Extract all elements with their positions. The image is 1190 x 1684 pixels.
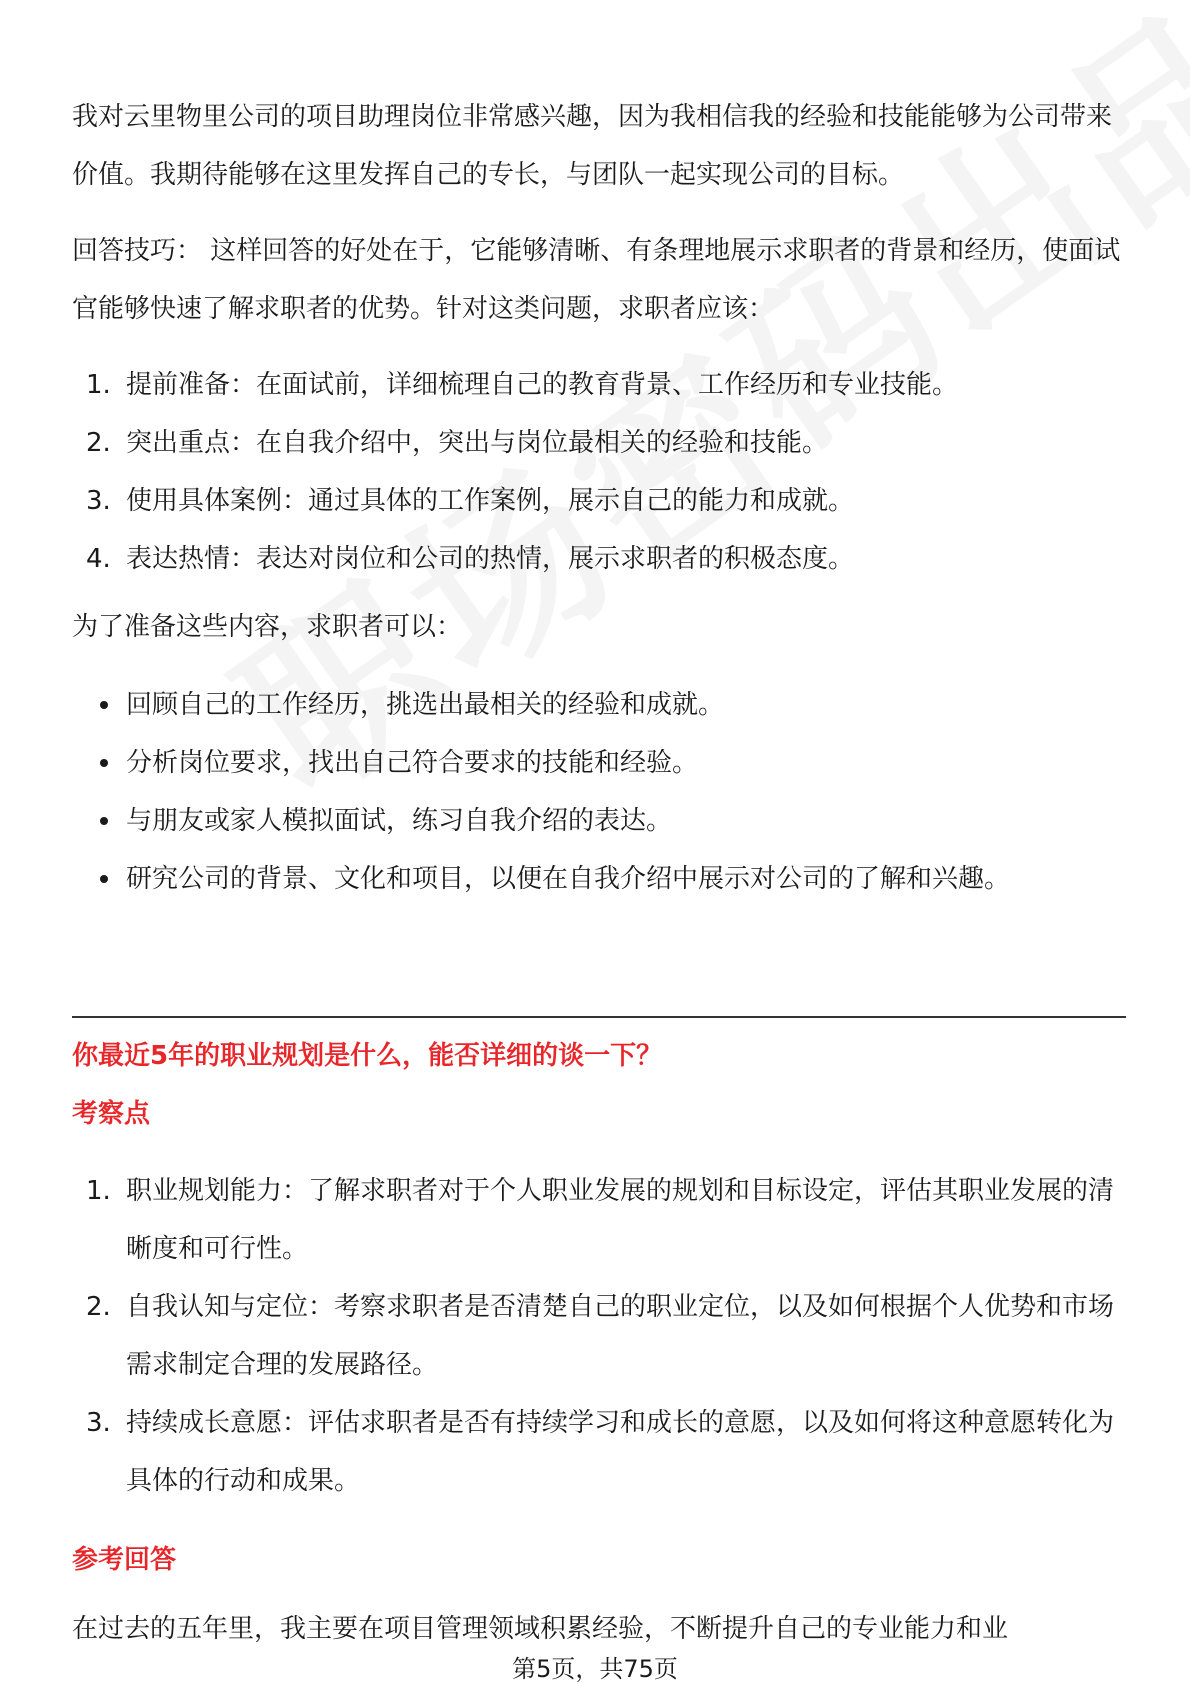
list-item bbox=[0, 414, 1190, 472]
list-item bbox=[0, 1394, 1190, 1510]
list-item bbox=[0, 792, 1190, 850]
list-text: 突出重点：在自我介绍中，突出与岗位最相关的经验和技能。 bbox=[126, 428, 829, 458]
intro-paragraph: 我对云里物里公司的项目助理岗位非常感兴趣，因为我相信我的经验和技能能够为公司带来价值。我期待能够在这里发挥自己的专长，与团队一起实现公司的目标。 bbox=[72, 102, 1113, 190]
bullet-icon bbox=[100, 759, 108, 767]
list-number: 2. bbox=[86, 1292, 111, 1322]
list-number: 1. bbox=[86, 1176, 111, 1206]
bullet-icon bbox=[100, 875, 108, 883]
prep-intro: 为了准备这些内容，求职者可以： bbox=[72, 612, 463, 642]
list-item bbox=[0, 356, 1190, 414]
tip-paragraph: 回答技巧： 这样回答的好处在于，它能够清晰、有条理地展示求职者的背景和经历，使面试官能够快速了解求职者的优势。针对这类问题，求职者应该： bbox=[72, 236, 1121, 324]
list-item bbox=[0, 1162, 1190, 1278]
list-text: 回顾自己的工作经历，挑选出最相关的经验和成就。 bbox=[126, 690, 725, 720]
prep-list bbox=[0, 676, 1190, 908]
list-number: 2. bbox=[86, 428, 111, 458]
bullet-icon bbox=[100, 817, 108, 825]
list-number: 1. bbox=[86, 370, 111, 400]
list-text: 提前准备：在面试前，详细梳理自己的教育背景、工作经历和专业技能。 bbox=[126, 370, 959, 400]
tips-list bbox=[0, 356, 1190, 588]
list-text: 使用具体案例：通过具体的工作案例，展示自己的能力和成就。 bbox=[126, 486, 855, 516]
list-item bbox=[0, 530, 1190, 588]
list-text: 研究公司的背景、文化和项目，以便在自我介绍中展示对公司的了解和兴趣。 bbox=[126, 864, 1011, 894]
question-title: 你最近5年的职业规划是什么，能否详细的谈一下？ bbox=[72, 1041, 663, 1071]
list-item bbox=[0, 472, 1190, 530]
list-item bbox=[0, 1278, 1190, 1394]
answer-text: 在过去的五年里，我主要在项目管理领域积累经验，不断提升自己的专业能力和业 bbox=[72, 1614, 1009, 1644]
list-number: 3. bbox=[86, 1408, 111, 1438]
list-number: 4. bbox=[86, 544, 111, 574]
list-number: 3. bbox=[86, 486, 111, 516]
list-item bbox=[0, 850, 1190, 908]
focus-heading: 考察点 bbox=[72, 1099, 151, 1129]
list-item bbox=[0, 734, 1190, 792]
list-text: 分析岗位要求，找出自己符合要求的技能和经验。 bbox=[126, 748, 699, 778]
section-divider bbox=[72, 1016, 1126, 1018]
list-text: 持续成长意愿：评估求职者是否有持续学习和成长的意愿，以及如何将这种意愿转化为具体的行动和成果。 bbox=[126, 1408, 1115, 1496]
list-text: 与朋友或家人模拟面试，练习自我介绍的表达。 bbox=[126, 806, 673, 836]
answer-paragraph bbox=[72, 1600, 1132, 1652]
answer-heading: 参考回答 bbox=[72, 1545, 177, 1575]
bullet-icon bbox=[100, 701, 108, 709]
list-text: 职业规划能力：了解求职者对于个人职业发展的规划和目标设定，评估其职业发展的清晰度和可行性。 bbox=[126, 1176, 1115, 1264]
page-footer: 第5页，共75页 bbox=[0, 1654, 1190, 1684]
list-text: 自我认知与定位：考察求职者是否清楚自己的职业定位，以及如何根据个人优势和市场需求制定合理的发展路径。 bbox=[126, 1292, 1115, 1380]
focus-list bbox=[0, 1162, 1190, 1510]
list-text: 表达热情：表达对岗位和公司的热情，展示求职者的积极态度。 bbox=[126, 544, 855, 574]
list-item bbox=[0, 676, 1190, 734]
